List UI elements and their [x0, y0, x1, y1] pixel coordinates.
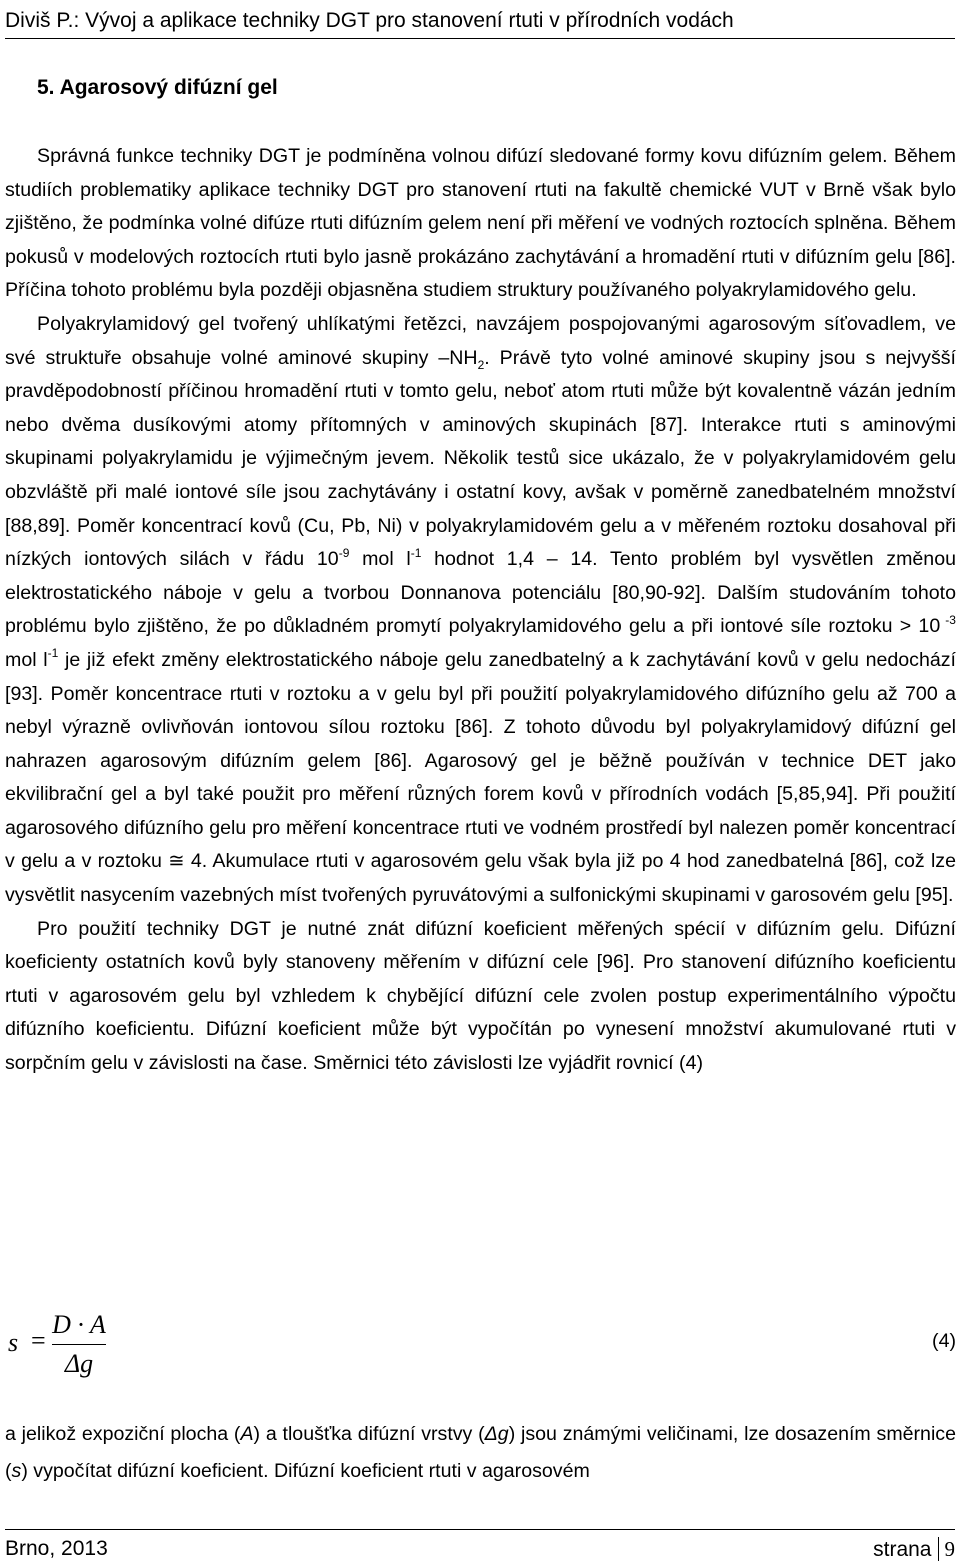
equation-denominator: Δg	[64, 1349, 94, 1378]
footer-strana-label: strana	[873, 1538, 932, 1561]
page-footer	[5, 1529, 955, 1561]
p2-text-g: 4. Akumulace rtuti v agarosovém gelu však byla již po 4 hod zanedbatelná [86], což lze vysvětlit nasycením vazebných míst tvořených pyruvátovými a sulfonickými skupinami v garosovém gelu [95].	[5, 850, 957, 907]
exponent: -9	[338, 545, 350, 560]
section-title: 5. Agarosový difúzní gel	[37, 76, 278, 99]
p3-text: Pro použití techniky DGT je nutné znát difúzní koeficient měřených spécií v difúzním gelu. Difúzní koeficienty ostatních kovů byly stanoveny měřením v difúzní cele [96]. Pro stanovení difúzního koeficientu rtuti v agarosovém gelu byl vzhledem k chybějící difúzní cele zvolen postup experimentálního výpočtu difúzního koeficientu. Difúzní koeficient může být vypočítán po vynesení množství akumulované rtuti v sorpčním gelu v závislosti na čase. Směrnici této závislosti lze vyjádřit rovnicí (4)	[5, 917, 956, 1075]
exponent: -3	[940, 612, 956, 627]
symbol-A: A	[240, 1423, 254, 1445]
body-text	[5, 140, 956, 1081]
page-number: 9	[938, 1537, 956, 1561]
equation-number: (4)	[932, 1330, 956, 1352]
symbol-delta-g: Δg	[484, 1423, 509, 1445]
equation-lhs: s	[8, 1328, 19, 1357]
header-text: Diviš P.: Vývoj a aplikace techniky DGT pro stanovení rtuti v přírodních vodách	[5, 9, 734, 32]
p4-text-a: a jelikož expoziční plocha (	[5, 1423, 241, 1445]
equation-numerator: D · A	[52, 1310, 106, 1339]
body-text-continued	[5, 1416, 956, 1490]
p4-text-c: ) jsou známými veličinami, lze dosazením směrnice (	[5, 1423, 957, 1482]
footer-page	[873, 1534, 955, 1565]
footer-location: Brno, 2013	[5, 1537, 108, 1560]
fraction-bar	[52, 1344, 106, 1345]
p2-text-a: Polyakrylamidový gel tvořený uhlíkatými řetězci, navzájem pospojovanými agarosovým síťovadlem, ve své struktuře obsahuje volné aminové skupiny	[5, 312, 956, 369]
approx-symbol: ≅	[168, 850, 185, 873]
p2-text-b: . Právě tyto volné aminové skupiny jsou s nejvyšší pravděpodobností příčinou hromadění rtuti v tomto gelu, neboť atom rtuti může být kovalentně vázán jedním nebo dvěma dusíkovými atomy přítomných v aminových skupinách [87]. Interakce rtuti s aminovými skupinami polyakrylamidu je výjimečným jevem. Několik testů sice ukázalo, že v polyakrylamidovém gelu obzvláště při malé iontové síle jsou zachytávány i ostatní kovy, avšak v poměrně zanedbatelném množství [88,89]. Poměr koncentrací kovů (Cu, Pb, Ni) v polyakrylamidovém gelu a v měřeném roztoku dosahoval při nízkých iontových silách v řádu 10	[5, 346, 957, 571]
paragraph-1	[5, 140, 956, 308]
p2-text-d: hodnot 1,4 – 14. Tento problém byl vysvětlen změnou elektrostatického náboje v gelu a tvorbou Donnanova potenciálu [80,90-92]. Dalším studováním tohoto problému bylo zjištěno, že po důkladném promytí polyakrylamidového gelu a při iontové síle roztoku > 10	[5, 548, 956, 638]
paragraph-4	[5, 1416, 956, 1490]
paragraph-3	[5, 913, 956, 1081]
equation-4	[5, 1308, 956, 1388]
symbol-s: s	[11, 1460, 22, 1482]
nh2-formula: –NH	[438, 346, 478, 369]
nh2-subscript: 2	[477, 357, 485, 372]
exponent: -1	[410, 545, 422, 560]
p2-text-e: mol l	[5, 648, 48, 671]
p2-text-c: mol l	[349, 548, 411, 571]
p2-text-f: je již efekt změny elektrostatického náboje gelu zanedbatelný a k zachytávání kovů v gelu nedochází [93]. Poměr koncentrace rtuti v roztoku a v gelu byl při použití polyakrylamidového difúzního gelu až 700 a nebyl výrazně ovlivňován iontovou sílou roztoku [86]. Z tohoto důvodu byl polyakrylamidový difúzní gel nahrazen agarosovým difúzním gelem [86]. Agarosový gel je běžně používán v technice DET jako ekvilibrační gel a byl také použit pro měření různých forem kovů v přírodních vodách [5,85,94]. Při použití agarosového difúzního gelu pro měření koncentrace rtuti ve vodném prostředí byl nalezen poměr koncentrací v gelu a v roztoku	[5, 648, 957, 873]
p1-text: Správná funkce techniky DGT je podmíněna volnou difúzí sledované formy kovu difúzním gelem. Během studiích problematiky aplikace techniky DGT pro stanovení rtuti na fakultě chemické VUT v Brně však bylo zjištěno, že podmínka volné difúze rtuti difúzním gelem není při měření ve vodných roztocích splněna. Během pokusů v modelových roztocích rtuti bylo jasně prokázáno zachytávání a hromadění rtuti v difúzním gelu [86]. Příčina tohoto problému byla později objasněna studiem struktury používaného polyakrylamidového gelu.	[5, 145, 956, 302]
p4-text-b: ) a tloušťka difúzní vrstvy (	[253, 1423, 485, 1445]
p4-text-d: ) vypočítat difúzní koeficient. Difúzní koeficient rtuti v agarosovém	[21, 1460, 590, 1482]
exponent: -1	[47, 646, 59, 661]
equation-fraction	[52, 1308, 106, 1379]
paragraph-2	[5, 308, 956, 913]
equation-equals: =	[31, 1326, 46, 1355]
page-header	[5, 6, 955, 39]
